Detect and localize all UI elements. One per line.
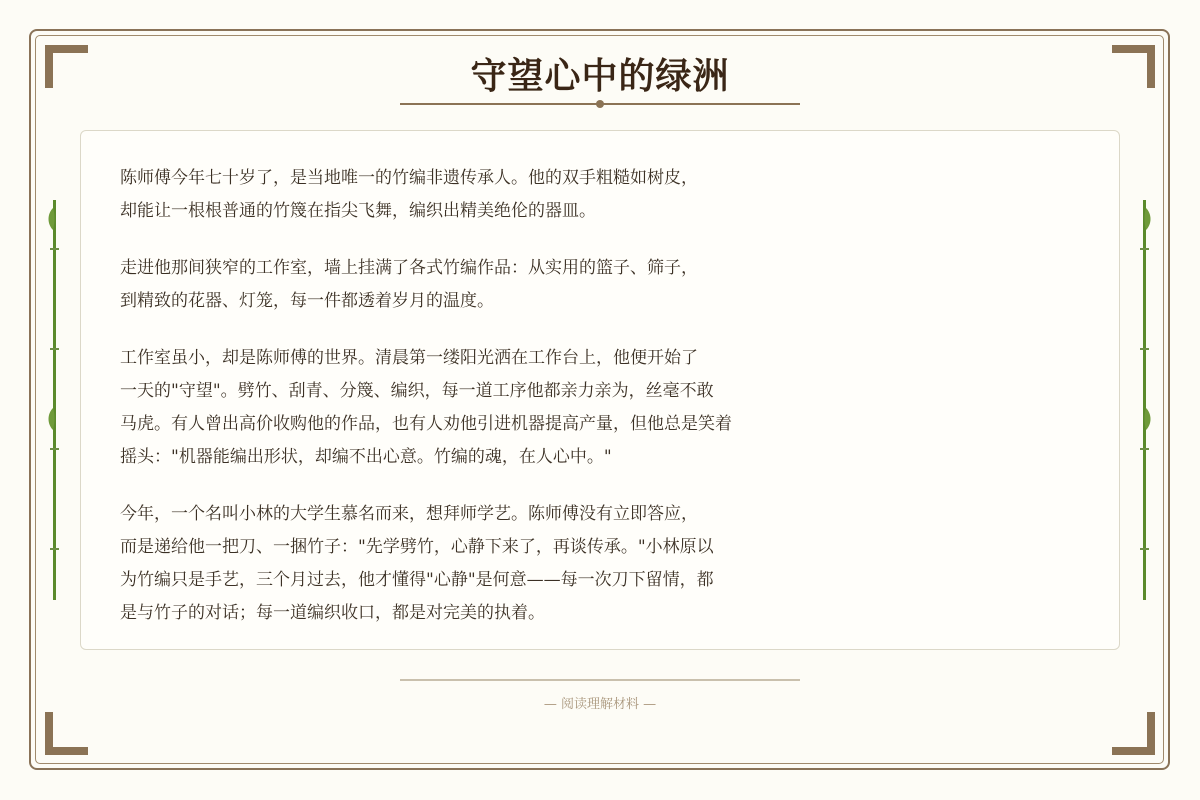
bamboo-left-icon (43, 200, 67, 600)
paragraph-1 (120, 162, 820, 228)
bamboo-right-icon (1133, 200, 1157, 600)
paragraph-2 (120, 252, 820, 318)
article-body (120, 162, 820, 654)
text-line: 到精致的花器、灯笼，每一件都透着岁月的温度。 (120, 291, 494, 311)
text-line: 却能让一根根普通的竹篾在指尖飞舞，编织出精美绝伦的器皿。 (120, 201, 596, 221)
text-line: 马虎。有人曾出高价收购他的作品，也有人劝他引进机器提高产量，但他总是笑着 (120, 414, 732, 434)
footer-divider (400, 679, 800, 681)
text-line: 今年，一个名叫小林的大学生慕名而来，想拜师学艺。陈师傅没有立即答应， (120, 504, 698, 524)
text-line: 一天的"守望"。劈竹、刮青、分篾、编织，每一道工序他都亲力亲为，丝毫不敢 (120, 381, 714, 401)
paragraph-4 (120, 498, 820, 630)
text-line: 而是递给他一把刀、一捆竹子："先学劈竹，心静下来了，再谈传承。"小林原以 (120, 537, 714, 557)
text-line: 走进他那间狭窄的工作室，墙上挂满了各式竹编作品：从实用的篮子、筛子， (120, 258, 698, 278)
text-line: 陈师傅今年七十岁了，是当地唯一的竹编非遗传承人。他的双手粗糙如树皮， (120, 168, 698, 188)
footer-caption: — 阅读理解材料 — (543, 697, 657, 712)
page-title: 守望心中的绿洲 (470, 55, 730, 97)
text-line: 为竹编只是手艺，三个月过去，他才懂得"心静"是何意——每一次刀下留情，都 (120, 570, 714, 590)
text-line: 工作室虽小，却是陈师傅的世界。清晨第一缕阳光洒在工作台上，他便开始了 (120, 348, 698, 368)
corner-bottom-left-icon (45, 712, 88, 755)
paragraph-3 (120, 342, 820, 474)
title-divider-dot (596, 100, 604, 108)
corner-bottom-right-icon (1112, 712, 1155, 755)
text-line: 摇头："机器能编出形状，却编不出心意。竹编的魂，在人心中。" (120, 447, 612, 467)
text-line: 是与竹子的对话；每一道编织收口，都是对完美的执着。 (120, 603, 545, 623)
